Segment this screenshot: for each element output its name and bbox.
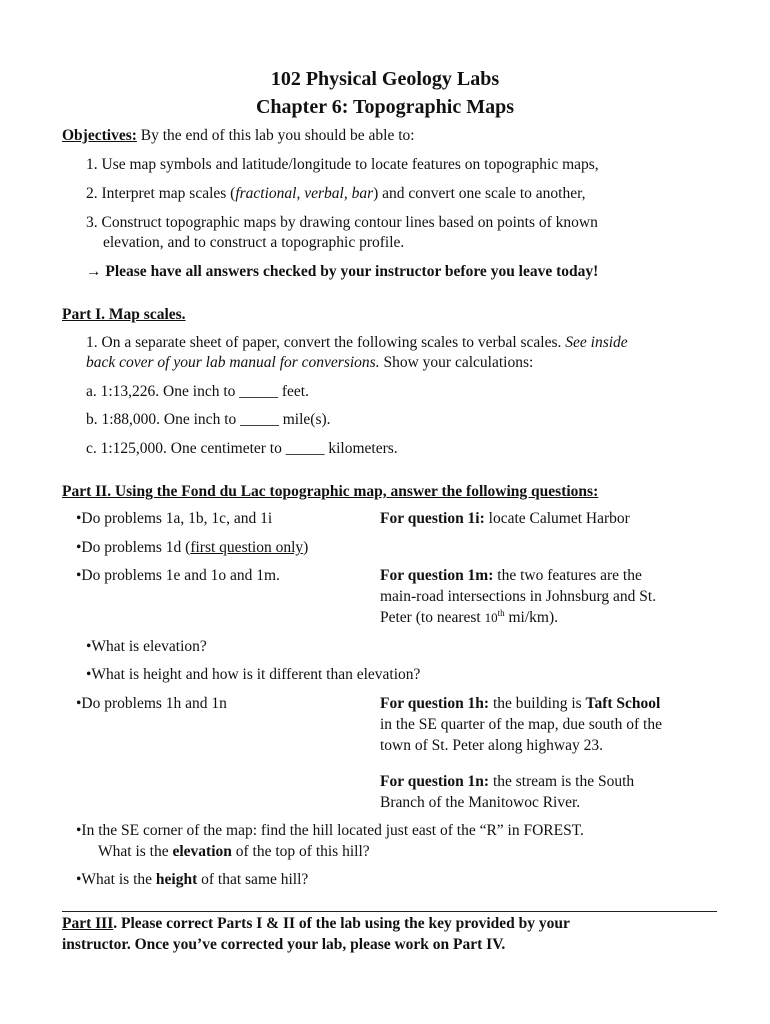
part2-bullet: •What is elevation?: [86, 638, 207, 655]
part2-note: For question 1h: the building is Taft School: [380, 695, 661, 712]
part2-note-cont: in the SE quarter of the map, due south of the: [380, 716, 662, 733]
part2-note-cont: main-road intersections in Johnsburg and St.: [380, 588, 657, 605]
part2-note-cont: Branch of the Manitowoc River.: [380, 794, 581, 811]
part3-line1: Part III. Please correct Parts I & II of the lab using the key provided by your: [62, 915, 570, 932]
part2-note: For question 1n: the stream is the South: [380, 773, 635, 790]
part1-item-c: c. 1:125,000. One centimeter to _____ kilometers.: [86, 440, 398, 457]
objectives-heading: Objectives:: [62, 127, 137, 144]
part2-bullet-cont: What is the elevation of the top of this hill?: [98, 843, 370, 860]
doc-subtitle: Chapter 6: Topographic Maps: [255, 96, 514, 118]
part1-item-a: a. 1:13,226. One inch to _____ feet.: [86, 383, 309, 400]
part2-note: For question 1i: locate Calumet Harbor: [380, 510, 630, 527]
part2-note: For question 1m: the two features are the: [380, 567, 642, 584]
objectives-line: [62, 126, 415, 146]
section-divider: [62, 911, 717, 912]
part3-line2: instructor. Once you’ve corrected your lab, please work on Part IV.: [62, 936, 506, 953]
part2-bullet: •Do problems 1a, 1b, 1c, and 1i: [76, 510, 273, 527]
objective-item: 3. Construct topographic maps by drawing contour lines based on points of known: [86, 214, 598, 231]
part2-bullet: •What is the height of that same hill?: [76, 871, 309, 888]
part1-question-cont: back cover of your lab manual for conversions. Show your calculations:: [86, 354, 534, 371]
part1-item-b: b. 1:88,000. One inch to _____ mile(s).: [86, 411, 331, 428]
part2-note-cont: Peter (to nearest 10th mi/km).: [380, 607, 558, 626]
part1-heading: Part I. Map scales.: [62, 306, 186, 323]
instructor-note: → Please have all answers checked by your instructor before you leave today!: [86, 263, 599, 280]
part2-bullet: •In the SE corner of the map: find the hill located just east of the “R” in FOREST.: [76, 822, 584, 839]
objective-item-cont: elevation, and to construct a topographic profile.: [103, 234, 405, 251]
part2-bullet: •Do problems 1h and 1n: [76, 695, 227, 712]
part2-bullet: •What is height and how is it different than elevation?: [86, 666, 421, 683]
part2-note-cont: town of St. Peter along highway 23.: [380, 737, 604, 754]
doc-title: 102 Physical Geology Labs: [270, 68, 500, 90]
part1-question: 1. On a separate sheet of paper, convert the following scales to verbal scales. See inside: [86, 334, 628, 351]
objective-item: 2. Interpret map scales (fractional, verbal, bar) and convert one scale to another,: [86, 185, 586, 202]
part2-bullet: •Do problems 1e and 1o and 1m.: [76, 567, 280, 584]
arrow-right-icon: →: [86, 263, 102, 280]
part2-bullet: •Do problems 1d (first question only): [76, 539, 309, 556]
objectives-intro: By the end of this lab you should be able to:: [140, 127, 415, 144]
part2-heading: Part II. Using the Fond du Lac topographic map, answer the following questions:: [62, 483, 599, 500]
objective-item: 1. Use map symbols and latitude/longitude to locate features on topographic maps,: [86, 156, 599, 173]
